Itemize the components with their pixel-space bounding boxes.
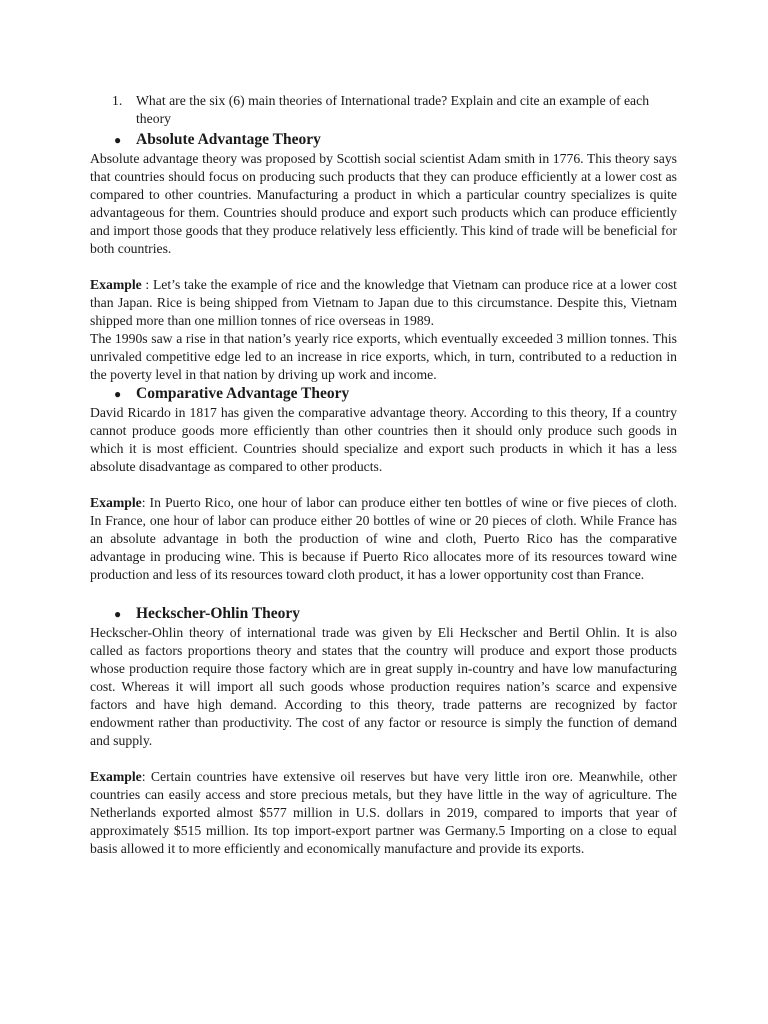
section-heading-absolute-advantage <box>114 130 677 150</box>
example-paragraph <box>90 276 677 330</box>
section-body: Absolute advantage theory was proposed by Scottish social scientist Adam smith in 1776. This theory says that countries should focus on producing such products that they can produce efficiently at a lower cost as compared to other countries. Manufacturing a product in which a particular country specializes is quite advantageous for them. Countries should produce and export such products which can produce efficiently and import those goods that they produce relatively less efficiently. This kind of trade will be beneficial for both countries. <box>90 151 677 256</box>
example-separator: : <box>141 769 151 784</box>
section-heading-text: Absolute Advantage Theory <box>136 131 321 148</box>
paragraph-gap <box>90 258 677 276</box>
bullet-icon: ● <box>114 607 122 621</box>
section-heading-text: Comparative Advantage Theory <box>136 385 350 402</box>
question-text: What are the six (6) main theories of International trade? Explain and cite an example of each theory <box>136 93 650 126</box>
section-heading-text: Heckscher-Ohlin Theory <box>136 605 301 622</box>
document-page <box>90 92 677 858</box>
paragraph-gap <box>90 476 677 494</box>
example-label: Example <box>90 277 142 292</box>
example-continuation: The 1990s saw a rise in that nation’s yearly rice exports, which eventually exceeded 3 million tonnes. This unrivaled competitive edge led to an increase in rice exports, which, in turn, contributed to a reduction in the poverty level in that nation by driving up work and income. <box>90 331 677 382</box>
example-label: Example <box>90 769 142 784</box>
question-item <box>112 92 677 128</box>
example-text: Certain countries have extensive oil reserves but have very little iron ore. Meanwhile, other countries can easily access and store precious metals, but they have little in the way of agriculture. The Netherlands exported almost $577 million in U.S. dollars in 2019, compared to imports that year of approximately $515 million. Its top import-export partner was Germany.5 Importing on a close to equal basis allowed it to more efficiently and economically manufacture and provide its exports. <box>90 769 677 856</box>
bullet-icon: ● <box>114 387 122 401</box>
section-heading-comparative-advantage <box>114 384 677 404</box>
example-separator: : <box>141 277 153 292</box>
example-separator: : <box>141 495 150 510</box>
paragraph-gap <box>90 750 677 768</box>
section-heading-heckscher-ohlin <box>114 604 677 624</box>
example-paragraph <box>90 494 677 584</box>
example-text: In Puerto Rico, one hour of labor can produce either ten bottles of wine or five pieces of cloth. In France, one hour of labor can produce either 20 bottles of wine or 20 pieces of cloth. While France has an absolute advantage in both the production of wine and cloth, Puerto Rico has the comparative advantage in producing wine. This is because if Puerto Rico allocates more of its resources toward wine production and less of its resources toward cloth product, it has a lower opportunity cost than France. <box>90 495 677 582</box>
question-number: 1. <box>112 93 123 108</box>
paragraph-gap <box>90 584 677 604</box>
example-paragraph <box>90 768 677 858</box>
section-body: David Ricardo in 1817 has given the comparative advantage theory. According to this theory, If a country cannot produce goods more efficiently than other countries then it should only produce such goods in which it is most efficient. Countries should specialize and export such products in which it has a less absolute disadvantage as compared to other products. <box>90 405 677 474</box>
bullet-icon: ● <box>114 133 122 147</box>
section-body: Heckscher-Ohlin theory of international trade was given by Eli Heckscher and Bertil Ohlin. It is also called as factors proportions theory and states that the country will produce and export those products whose production require those factory which are in great supply in-country and have low manufacturing cost. Whereas it will import all such goods whose production requires nation’s scarce and expensive factors and have high demand. According to this theory, trade patterns are recognized by factor endowment rather than productivity. The cost of any factor or resource is simply the function of demand and supply. <box>90 625 677 748</box>
example-label: Example <box>90 495 142 510</box>
example-text: Let’s take the example of rice and the knowledge that Vietnam can produce rice at a lower cost than Japan. Rice is being shipped from Vietnam to Japan due to this circumstance. Despite this, Vietnam shipped more than one million tonnes of rice overseas in 1989. <box>90 277 677 328</box>
